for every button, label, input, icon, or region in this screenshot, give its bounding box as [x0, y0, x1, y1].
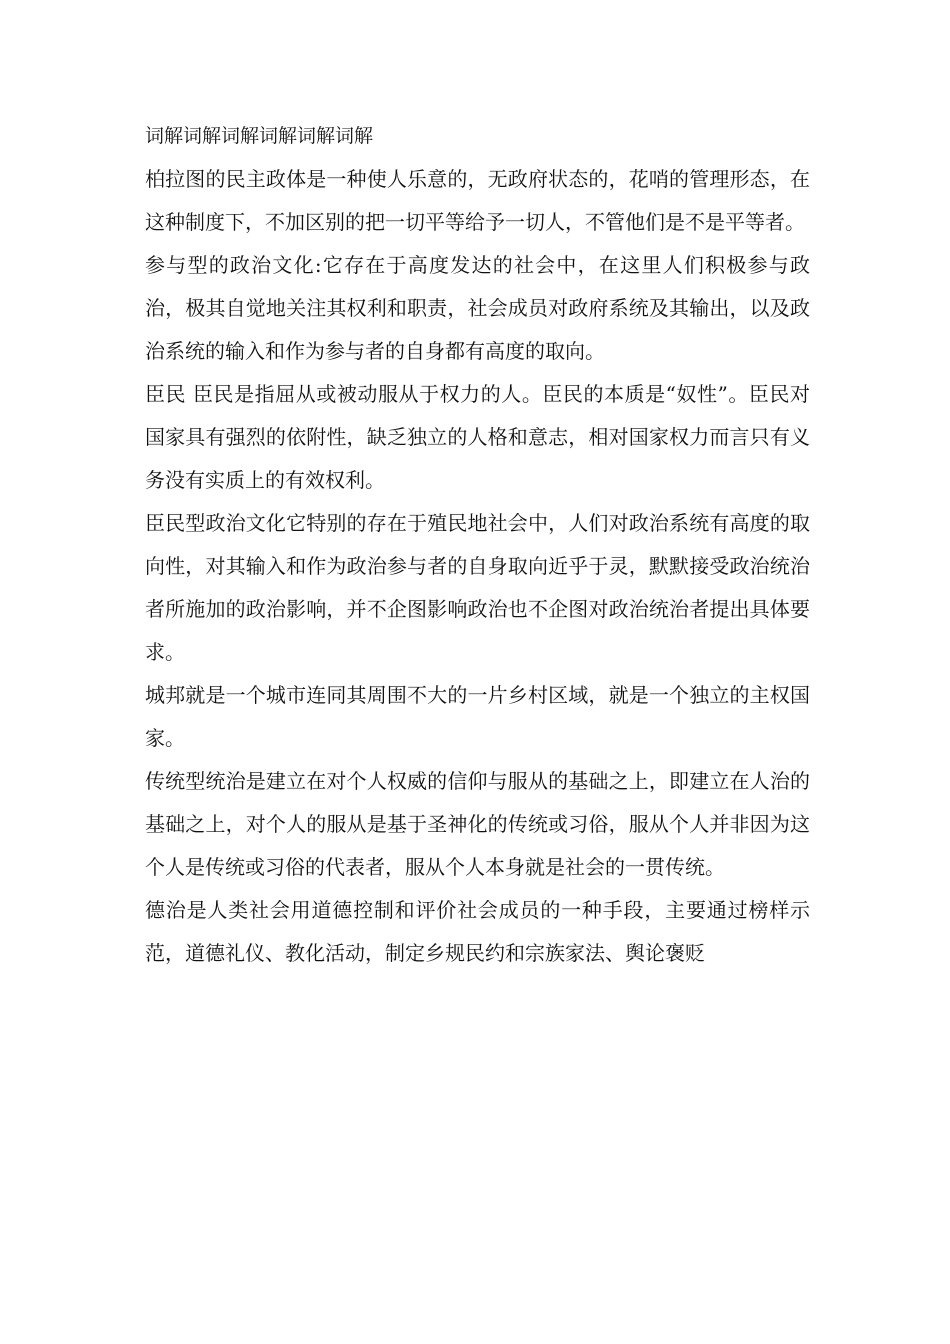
paragraph-traditional-rule: 传统型统治是建立在对个人权威的信仰与服从的基础之上，即建立在人治的基础之上，对个人的服从是基于圣神化的传统或习俗，服从个人并非因为这个人是传统或习俗的代表者，服从个人本身就是社会的一贯传统。	[145, 769, 810, 879]
paragraph-democracy: 柏拉图的民主政体是一种使人乐意的，无政府状态的，花哨的管理形态，在这种制度下，不加区别的把一切平等给予一切人，不管他们是不是平等者。	[145, 167, 810, 234]
document-body	[145, 115, 810, 975]
paragraph-city-state: 城邦就是一个城市连同其周围不大的一片乡村区域，就是一个独立的主权国家。	[145, 683, 810, 750]
paragraph-participant-culture: 参与型的政治文化:它存在于高度发达的社会中，在这里人们积极参与政治，极其自觉地关注其权利和职责，社会成员对政府系统及其输出，以及政治系统的输入和作为参与者的自身都有高度的取向。	[145, 253, 810, 363]
paragraph-subject: 臣民 臣民是指屈从或被动服从于权力的人。臣民的本质是“奴性”。臣民对国家具有强烈的依附性，缺乏独立的人格和意志，相对国家权力而言只有义务没有实质上的有效权利。	[145, 382, 810, 492]
document-title: 词解词解词解词解词解词解	[145, 125, 374, 147]
paragraph-subject-culture: 臣民型政治文化它特别的存在于殖民地社会中，人们对政治系统有高度的取向性，对其输入和作为政治参与者的自身取向近乎于灵，默默接受政治统治者所施加的政治影响，并不企图影响政治也不企图对政治统治者提出具体要求。	[145, 511, 810, 664]
paragraph-rule-by-virtue: 德治是人类社会用道德控制和评价社会成员的一种手段，主要通过榜样示范，道德礼仪、教化活动，制定乡规民约和宗族家法、舆论褒贬	[145, 898, 810, 965]
